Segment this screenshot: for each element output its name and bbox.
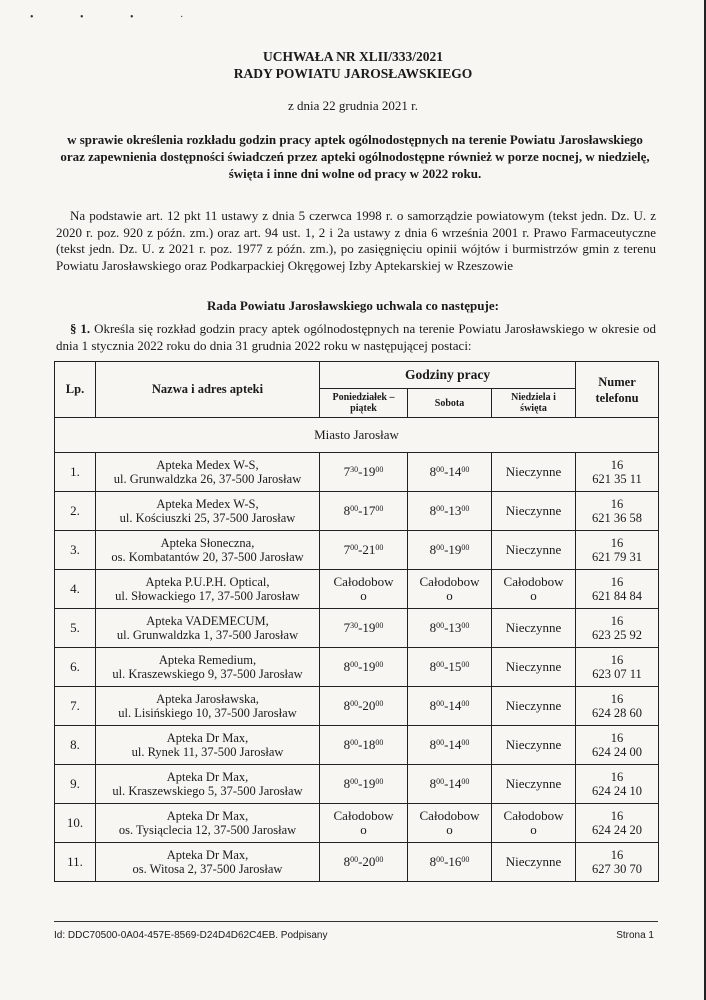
- open-hour: 8: [343, 776, 351, 791]
- weekday-hours: $8^{00}-17^{00}$: [320, 492, 408, 531]
- close-hour: 21: [362, 542, 376, 557]
- close-minute: 00: [375, 504, 384, 513]
- scan-artifact: • • • ·: [30, 12, 206, 23]
- open-minute: 00: [350, 543, 359, 552]
- pharmacy-address: ul. Kościuszki 25, 37-500 Jarosław: [119, 511, 296, 525]
- open-minute: 00: [436, 660, 445, 669]
- weekday-hours: $8^{00}-20^{00}$: [320, 687, 408, 726]
- phone-area-code: 16: [610, 809, 624, 823]
- close-minute: 00: [375, 777, 384, 786]
- sunday-hours: Nieczynne: [492, 453, 576, 492]
- resolves-heading: Rada Powiatu Jarosławskiego uchwala co następuje:: [207, 298, 499, 313]
- hours-text-line-1: Całodobow: [333, 574, 394, 589]
- close-minute: 00: [461, 504, 470, 513]
- hours-text-line-1: Całodobow: [503, 574, 564, 589]
- phone-local-number: 624 24 00: [592, 745, 643, 759]
- hours-text-line-1: Całodobow: [419, 574, 480, 589]
- footer-page-number: Strona 1: [616, 930, 654, 941]
- close-minute: 00: [461, 465, 470, 474]
- header-phone: [576, 362, 659, 418]
- section-1-label: § 1.: [70, 321, 91, 336]
- document-subject: w sprawie określenia rozkładu godzin pracy aptek ogólnodostępnych na terenie Powiatu Jarosławskiego oraz zapewnienia dostępności świadczeń przez apteki ogólnodostępne również w porze nocnej, w niedzielę, święta i inne dni wolne od pracy w 2022 roku.: [60, 132, 650, 181]
- pharmacy-name-address: [96, 453, 320, 492]
- row-number: 4.: [55, 570, 96, 609]
- close-minute: 00: [461, 738, 470, 747]
- table-row: [55, 648, 659, 687]
- header-sunday: Niedziela i święta: [492, 389, 576, 418]
- phone-number: [576, 843, 659, 882]
- close-hour: 14: [448, 464, 462, 479]
- close-minute: 00: [375, 621, 384, 630]
- hours-text-line-2: o: [360, 822, 367, 837]
- weekday-hours: [320, 570, 408, 609]
- table-row: [55, 726, 659, 765]
- open-minute: 00: [436, 738, 445, 747]
- header-phone-line-2: telefonu: [595, 390, 639, 405]
- hours-text-line-1: Całodobow: [333, 808, 394, 823]
- open-minute: 00: [350, 855, 359, 864]
- pharmacy-name-address: [96, 726, 320, 765]
- phone-number: [576, 765, 659, 804]
- pharmacy-address: os. Witosa 2, 37-500 Jarosław: [132, 862, 283, 876]
- weekday-hours: $7^{30}-19^{00}$: [320, 453, 408, 492]
- open-hour: 8: [343, 698, 351, 713]
- row-number: 9.: [55, 765, 96, 804]
- sunday-hours: Nieczynne: [492, 531, 576, 570]
- close-minute: 00: [461, 543, 470, 552]
- open-hour: 7: [343, 464, 351, 479]
- open-minute: 00: [350, 660, 359, 669]
- pharmacy-name-address: [96, 570, 320, 609]
- open-hour: 8: [429, 776, 437, 791]
- header-lp: Lp.: [55, 362, 96, 418]
- close-hour: 17: [362, 503, 376, 518]
- row-number: 3.: [55, 531, 96, 570]
- phone-area-code: 16: [610, 731, 624, 745]
- open-hour: 8: [429, 464, 437, 479]
- row-number: 8.: [55, 726, 96, 765]
- pharmacy-name-address: [96, 648, 320, 687]
- phone-number: [576, 687, 659, 726]
- table-row: [55, 492, 659, 531]
- title-line-1: UCHWAŁA NR XLII/333/2021: [262, 49, 444, 64]
- weekday-hours: $7^{00}-21^{00}$: [320, 531, 408, 570]
- legal-basis-paragraph: Na podstawie art. 12 pkt 11 ustawy z dnia 5 czerwca 1998 r. o samorządzie powiatowym (tekst jedn. Dz. U. z 2020 r. poz. 920 z późn. zm.) oraz art. 94 ust. 1, 2 i 2a ustawy z dnia 6 września 2001 r. Prawo Farmaceutyczne (tekst jedn. Dz. U. z 2021 r. poz. 1977 z późn. zm.), po zasięgnięciu opinii wójtów i burmistrzów gmin z terenu Powiatu Jarosławskiego oraz Podkarpackiej Okręgowej Izby Aptekarskiej w Rzeszowie: [56, 208, 656, 273]
- phone-local-number: 624 24 10: [592, 784, 643, 798]
- header-weekday: Poniedziałek – piątek: [320, 389, 408, 418]
- table-row: [55, 531, 659, 570]
- close-minute: 00: [375, 660, 384, 669]
- footer-document-id: Id: DDC70500-0A04-457E-8569-D24D4D62C4EB. Podpisany: [54, 930, 328, 941]
- phone-local-number: 623 07 11: [592, 667, 642, 681]
- phone-area-code: 16: [610, 653, 624, 667]
- sunday-hours: Nieczynne: [492, 492, 576, 531]
- header-saturday: Sobota: [408, 389, 492, 418]
- close-hour: 19: [362, 776, 376, 791]
- phone-area-code: 16: [610, 458, 624, 472]
- phone-number: [576, 609, 659, 648]
- pharmacy-name: Apteka Dr Max,: [166, 848, 249, 862]
- pharmacy-address: ul. Kraszewskiego 5, 37-500 Jarosław: [112, 784, 303, 798]
- pharmacy-name: Apteka Medex W-S,: [156, 497, 259, 511]
- row-number: 2.: [55, 492, 96, 531]
- phone-area-code: 16: [610, 536, 624, 550]
- table-row: [55, 609, 659, 648]
- open-minute: 00: [436, 855, 445, 864]
- sunday-hours: [492, 804, 576, 843]
- open-hour: 7: [343, 542, 351, 557]
- saturday-hours: $8^{00}-13^{00}$: [408, 609, 492, 648]
- pharmacy-address: os. Tysiąclecia 12, 37-500 Jarosław: [118, 823, 297, 837]
- phone-area-code: 16: [610, 770, 624, 784]
- close-hour: 20: [362, 854, 376, 869]
- pharmacy-name: Apteka VADEMECUM,: [146, 614, 269, 628]
- pharmacy-hours-table: [54, 361, 659, 882]
- saturday-hours: $8^{00}-16^{00}$: [408, 843, 492, 882]
- close-hour: 19: [448, 542, 462, 557]
- pharmacy-name-address: [96, 492, 320, 531]
- table-row: [55, 843, 659, 882]
- phone-number: [576, 570, 659, 609]
- close-hour: 20: [362, 698, 376, 713]
- close-minute: 00: [375, 543, 384, 552]
- close-minute: 00: [375, 699, 384, 708]
- open-minute: 00: [436, 777, 445, 786]
- weekday-hours: $8^{00}-19^{00}$: [320, 648, 408, 687]
- pharmacy-name: Apteka Słoneczna,: [160, 536, 255, 550]
- pharmacy-name-address: [96, 531, 320, 570]
- table-row: [55, 687, 659, 726]
- pharmacy-name-address: [96, 843, 320, 882]
- sunday-hours: [492, 570, 576, 609]
- close-minute: 00: [461, 621, 470, 630]
- close-hour: 15: [448, 659, 462, 674]
- pharmacy-address: ul. Lisińskiego 10, 37-500 Jarosław: [118, 706, 297, 720]
- close-minute: 00: [375, 738, 384, 747]
- open-minute: 00: [350, 699, 359, 708]
- document-date: z dnia 22 grudnia 2021 r.: [288, 98, 418, 113]
- saturday-hours: $8^{00}-14^{00}$: [408, 726, 492, 765]
- weekday-hours: $7^{30}-19^{00}$: [320, 609, 408, 648]
- table-row: [55, 453, 659, 492]
- open-minute: 00: [436, 621, 445, 630]
- open-minute: 30: [350, 465, 359, 474]
- weekday-hours: $8^{00}-20^{00}$: [320, 843, 408, 882]
- phone-number: [576, 726, 659, 765]
- pharmacy-name: Apteka Remedium,: [158, 653, 257, 667]
- open-minute: 30: [350, 621, 359, 630]
- sunday-hours: Nieczynne: [492, 648, 576, 687]
- hours-text-line-1: Całodobow: [419, 808, 480, 823]
- close-hour: 13: [448, 503, 462, 518]
- phone-local-number: 627 30 70: [592, 862, 643, 876]
- open-minute: 00: [436, 504, 445, 513]
- open-minute: 00: [350, 738, 359, 747]
- pharmacy-address: os. Kombatantów 20, 37-500 Jarosław: [111, 550, 304, 564]
- phone-local-number: 621 79 31: [592, 550, 643, 564]
- title-line-2: RADY POWIATU JAROSŁAWSKIEGO: [233, 66, 473, 81]
- close-minute: 00: [461, 777, 470, 786]
- close-hour: 19: [362, 659, 376, 674]
- phone-area-code: 16: [610, 497, 624, 511]
- phone-number: [576, 453, 659, 492]
- phone-area-code: 16: [610, 614, 624, 628]
- weekday-hours: [320, 804, 408, 843]
- close-hour: 19: [362, 620, 376, 635]
- close-hour: 13: [448, 620, 462, 635]
- phone-area-code: 16: [610, 575, 624, 589]
- open-minute: 00: [436, 543, 445, 552]
- hours-text-line-2: o: [360, 588, 367, 603]
- close-hour: 18: [362, 737, 376, 752]
- open-hour: 8: [429, 542, 437, 557]
- row-number: 11.: [55, 843, 96, 882]
- phone-area-code: 16: [610, 692, 624, 706]
- saturday-hours: $8^{00}-14^{00}$: [408, 765, 492, 804]
- weekday-hours: $8^{00}-19^{00}$: [320, 765, 408, 804]
- open-hour: 7: [343, 620, 351, 635]
- pharmacy-address: ul. Kraszewskiego 9, 37-500 Jarosław: [112, 667, 303, 681]
- open-hour: 8: [429, 737, 437, 752]
- row-number: 1.: [55, 453, 96, 492]
- hours-text-line-2: o: [446, 588, 453, 603]
- open-minute: 00: [350, 504, 359, 513]
- phone-local-number: 621 84 84: [592, 589, 643, 603]
- pharmacy-address: ul. Słowackiego 17, 37-500 Jarosław: [115, 589, 300, 603]
- close-hour: 14: [448, 776, 462, 791]
- row-number: 7.: [55, 687, 96, 726]
- sunday-hours: Nieczynne: [492, 843, 576, 882]
- saturday-hours: [408, 570, 492, 609]
- open-minute: 00: [436, 699, 445, 708]
- phone-local-number: 621 36 58: [592, 511, 643, 525]
- pharmacy-name-address: [96, 687, 320, 726]
- pharmacy-name-address: [96, 609, 320, 648]
- close-minute: 00: [375, 465, 384, 474]
- saturday-hours: $8^{00}-14^{00}$: [408, 687, 492, 726]
- close-minute: 00: [461, 699, 470, 708]
- saturday-hours: $8^{00}-19^{00}$: [408, 531, 492, 570]
- pharmacy-address: ul. Grunwaldzka 1, 37-500 Jarosław: [116, 628, 299, 642]
- open-hour: 8: [343, 737, 351, 752]
- hours-text-line-1: Całodobow: [503, 808, 564, 823]
- phone-number: [576, 531, 659, 570]
- close-hour: 19: [362, 464, 376, 479]
- close-hour: 14: [448, 737, 462, 752]
- close-minute: 00: [461, 660, 470, 669]
- header-name-address: Nazwa i adres apteki: [96, 362, 320, 418]
- sunday-hours: Nieczynne: [492, 687, 576, 726]
- open-hour: 8: [343, 503, 351, 518]
- header-phone-line-1: Numer: [598, 374, 636, 389]
- pharmacy-name: Apteka Medex W-S,: [156, 458, 259, 472]
- pharmacy-name-address: [96, 765, 320, 804]
- phone-area-code: 16: [610, 848, 624, 862]
- table-row: [55, 765, 659, 804]
- document-title: [0, 48, 706, 82]
- table-row: [55, 570, 659, 609]
- open-minute: 00: [350, 777, 359, 786]
- pharmacy-address: ul. Rynek 11, 37-500 Jarosław: [131, 745, 284, 759]
- city-group-header: Miasto Jarosław: [55, 418, 659, 453]
- phone-number: [576, 804, 659, 843]
- close-hour: 16: [448, 854, 462, 869]
- phone-local-number: 623 25 92: [592, 628, 643, 642]
- table-row: [55, 804, 659, 843]
- close-minute: 00: [461, 855, 470, 864]
- saturday-hours: $8^{00}-13^{00}$: [408, 492, 492, 531]
- pharmacy-address: ul. Grunwaldzka 26, 37-500 Jarosław: [113, 472, 302, 486]
- open-hour: 8: [429, 503, 437, 518]
- sunday-hours: Nieczynne: [492, 609, 576, 648]
- open-hour: 8: [429, 854, 437, 869]
- footer-divider: [54, 921, 658, 922]
- open-hour: 8: [429, 620, 437, 635]
- row-number: 5.: [55, 609, 96, 648]
- hours-text-line-2: o: [530, 588, 537, 603]
- section-1-text: Określa się rozkład godzin pracy aptek ogólnodostępnych na terenie Powiatu Jarosławskiego w okresie od dnia 1 stycznia 2022 roku do dnia 31 grudnia 2022 roku w następującej postaci:: [56, 321, 656, 353]
- pharmacy-name: Apteka Jarosławska,: [156, 692, 259, 706]
- saturday-hours: $8^{00}-15^{00}$: [408, 648, 492, 687]
- pharmacy-name: Apteka Dr Max,: [166, 731, 249, 745]
- sunday-hours: Nieczynne: [492, 726, 576, 765]
- close-minute: 00: [375, 855, 384, 864]
- weekday-hours: $8^{00}-18^{00}$: [320, 726, 408, 765]
- saturday-hours: $8^{00}-14^{00}$: [408, 453, 492, 492]
- phone-local-number: 624 24 20: [592, 823, 643, 837]
- sunday-hours: Nieczynne: [492, 765, 576, 804]
- row-number: 10.: [55, 804, 96, 843]
- header-hours: Godziny pracy: [320, 362, 576, 389]
- open-hour: 8: [343, 659, 351, 674]
- pharmacy-name: Apteka P.U.P.H. Optical,: [145, 575, 270, 589]
- phone-number: [576, 648, 659, 687]
- section-1-paragraph: [56, 321, 656, 354]
- phone-local-number: 624 28 60: [592, 706, 643, 720]
- saturday-hours: [408, 804, 492, 843]
- hours-text-line-2: o: [530, 822, 537, 837]
- open-hour: 8: [429, 659, 437, 674]
- phone-local-number: 621 35 11: [592, 472, 642, 486]
- close-hour: 14: [448, 698, 462, 713]
- open-hour: 8: [429, 698, 437, 713]
- pharmacy-name: Apteka Dr Max,: [166, 809, 249, 823]
- row-number: 6.: [55, 648, 96, 687]
- open-minute: 00: [436, 465, 445, 474]
- open-hour: 8: [343, 854, 351, 869]
- pharmacy-name-address: [96, 804, 320, 843]
- hours-text-line-2: o: [446, 822, 453, 837]
- phone-number: [576, 492, 659, 531]
- pharmacy-name: Apteka Dr Max,: [166, 770, 249, 784]
